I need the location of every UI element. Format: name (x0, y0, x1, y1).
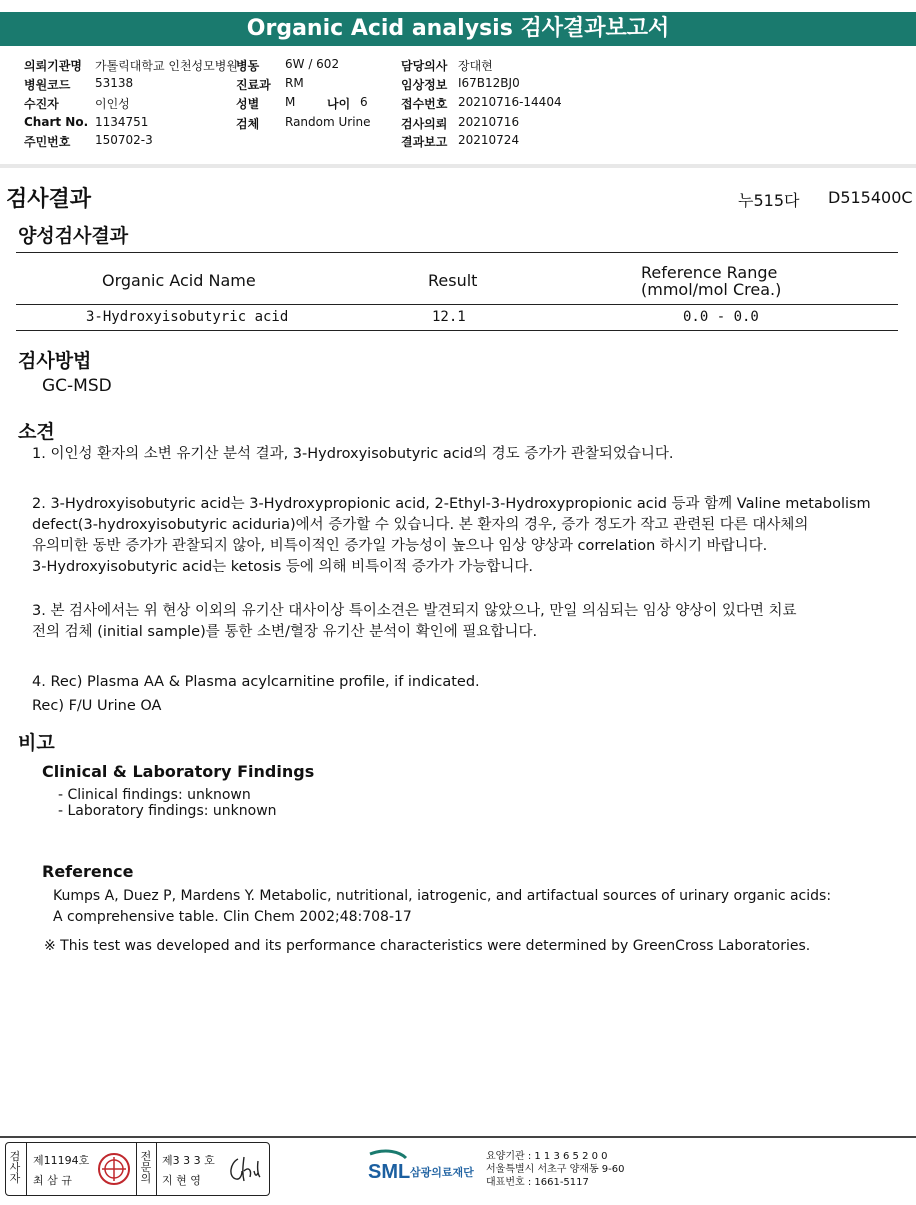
table-bottom-border (16, 330, 898, 331)
info-value: 150702-3 (95, 133, 153, 147)
info-value: 1134751 (95, 115, 149, 129)
tester-license-no: 제11194호 (33, 1154, 90, 1167)
reference-title: Reference (42, 862, 134, 881)
positive-result-title: 양성검사결과 (18, 225, 129, 247)
finding-3 (32, 601, 882, 643)
section-title-findings: 소견 (18, 421, 55, 443)
info-value: 장대현 (458, 59, 493, 73)
reference-line: Kumps A, Duez P, Mardens Y. Metabolic, nutritional, iatrogenic, and artifactual sources of urinary organic acids: (53, 888, 832, 904)
info-label: 의뢰기관명 (24, 59, 82, 73)
info-value: 이인성 (95, 97, 130, 111)
info-label: 성별 (236, 97, 260, 111)
lab-info-line: 요양기관 : 1 1 3 6 5 2 0 0 (486, 1151, 608, 1162)
info-label: 수진자 (24, 97, 59, 111)
info-label: 임상정보 (401, 78, 448, 92)
tester-label: 검 사 자 (9, 1150, 21, 1185)
finding-4-line: Rec) F/U Urine OA (32, 698, 162, 714)
table-cell-result: 12.1 (432, 309, 466, 325)
info-label: 검사의뢰 (401, 117, 448, 131)
finding-2-line: defect(3-hydroxyisobutyric aciduria)에서 증가할 수 있습니다. 본 환자의 경우, 증가 정도가 작고 관련된 다른 대사체의 (32, 517, 809, 533)
finding-2-line: 2. 3-Hydroxyisobutyric acid는 3-Hydroxypropionic acid, 2-Ethyl-3-Hydroxypropionic acid 등과 함께 Valine metabolism (32, 496, 871, 512)
doc-code-2: D515400C (828, 188, 913, 207)
reference-text (53, 886, 831, 928)
col-header-range: Reference Range (641, 263, 778, 282)
info-label: 검체 (236, 117, 260, 131)
clinical-findings-title: Clinical & Laboratory Findings (42, 762, 315, 781)
info-value: 20210716-14404 (458, 95, 562, 109)
finding-2-line: 유의미한 동반 증가가 관찰되지 않아, 비특이적인 증가일 가능성이 높으나 임상 양상과 correlation 하시기 바랍니다. (32, 538, 768, 554)
lab-info (486, 1150, 625, 1189)
info-label: 병동 (236, 59, 260, 73)
info-value: 53138 (95, 76, 134, 90)
age-label: 나이 (327, 97, 351, 111)
tester-name: 최 삼 규 (33, 1174, 72, 1187)
age-value: 6 (360, 95, 368, 109)
finding-3-line: 전의 검체 (initial sample)를 통한 소변/혈장 유기산 분석이 확인에 필요합니다. (32, 624, 538, 640)
info-label: 주민번호 (24, 135, 71, 149)
specialist-license-no: 제3 3 3 호 (162, 1154, 215, 1167)
finding-2 (32, 494, 882, 578)
footer-divider (0, 1136, 916, 1138)
info-value: M (285, 95, 296, 109)
info-label: Chart No. (24, 115, 89, 129)
divider (26, 1143, 27, 1195)
finding-4-line: 4. Rec) Plasma AA & Plasma acylcarnitine profile, if indicated. (32, 674, 480, 690)
table-top-border (16, 252, 898, 253)
section-title-result: 검사결과 (6, 187, 92, 212)
section-title-notes: 비고 (18, 732, 55, 754)
section-title-method: 검사방법 (18, 350, 92, 372)
signature-box (5, 1142, 270, 1196)
table-cell-name: 3-Hydroxyisobutyric acid (86, 309, 289, 325)
patient-info (0, 53, 916, 165)
divider (136, 1143, 137, 1195)
info-value: RM (285, 76, 304, 90)
table-cell-range: 0.0 - 0.0 (683, 309, 759, 325)
sml-logo-icon (366, 1148, 481, 1188)
col-header-name: Organic Acid Name (102, 271, 256, 290)
info-value: Random Urine (285, 115, 371, 129)
divider (156, 1143, 157, 1195)
reference-line: A comprehensive table. Clin Chem 2002;48:708-17 (53, 909, 412, 925)
info-value: 6W / 602 (285, 57, 340, 71)
col-header-result: Result (428, 271, 478, 290)
method-value: GC-MSD (42, 376, 112, 396)
lab-info-line: 대표번호 : 1661-5117 (486, 1177, 589, 1188)
info-value: 20210724 (458, 133, 520, 147)
info-value: 가톨릭대학교 인천성모병원 (95, 59, 238, 73)
lab-info-line: 서울특별시 서초구 양재동 9-60 (486, 1164, 625, 1175)
info-value: 20210716 (458, 115, 520, 129)
info-label: 결과보고 (401, 135, 448, 149)
report-title: Organic Acid analysis 검사결과보고서 (0, 12, 916, 46)
handwritten-signature-icon (224, 1151, 264, 1187)
table-header-border (16, 304, 898, 305)
finding-1: 1. 이인성 환자의 소변 유기산 분석 결과, 3-Hydroxyisobutyric acid의 경도 증가가 관찰되었습니다. (32, 446, 674, 462)
info-value: I67B12BJ0 (458, 76, 520, 90)
specialist-name: 지 현 영 (162, 1174, 201, 1187)
finding-3-line: 3. 본 검사에서는 위 현상 이외의 유기산 대사이상 특이소견은 발견되지 않았으나, 만일 의심되는 임상 양상이 있다면 치료 (32, 603, 797, 619)
disclaimer: ※ This test was developed and its performance characteristics were determined by GreenCross Laboratories. (44, 938, 811, 954)
lab-logo (366, 1148, 481, 1188)
laboratory-finding-item: - Laboratory findings: unknown (58, 803, 277, 819)
finding-4 (32, 670, 882, 718)
lab-name: 삼광의료재단 (410, 1166, 474, 1179)
finding-2-line: 3-Hydroxyisobutyric acid는 ketosis 등에 의해 비특이적 증가가 가능합니다. (32, 559, 534, 575)
info-label: 진료과 (236, 78, 271, 92)
clinical-finding-item: - Clinical findings: unknown (58, 787, 251, 803)
doc-code-1: 누515다 (738, 191, 800, 210)
info-label: 접수번호 (401, 97, 448, 111)
seal-stamp-icon (96, 1151, 132, 1187)
specialist-label: 전 문 의 (140, 1150, 152, 1185)
info-label: 담당의사 (401, 59, 448, 73)
lab-logo-text: SML (368, 1161, 411, 1183)
info-label: 병원코드 (24, 78, 71, 92)
col-header-unit: (mmol/mol Crea.) (641, 280, 782, 299)
divider (0, 164, 916, 168)
